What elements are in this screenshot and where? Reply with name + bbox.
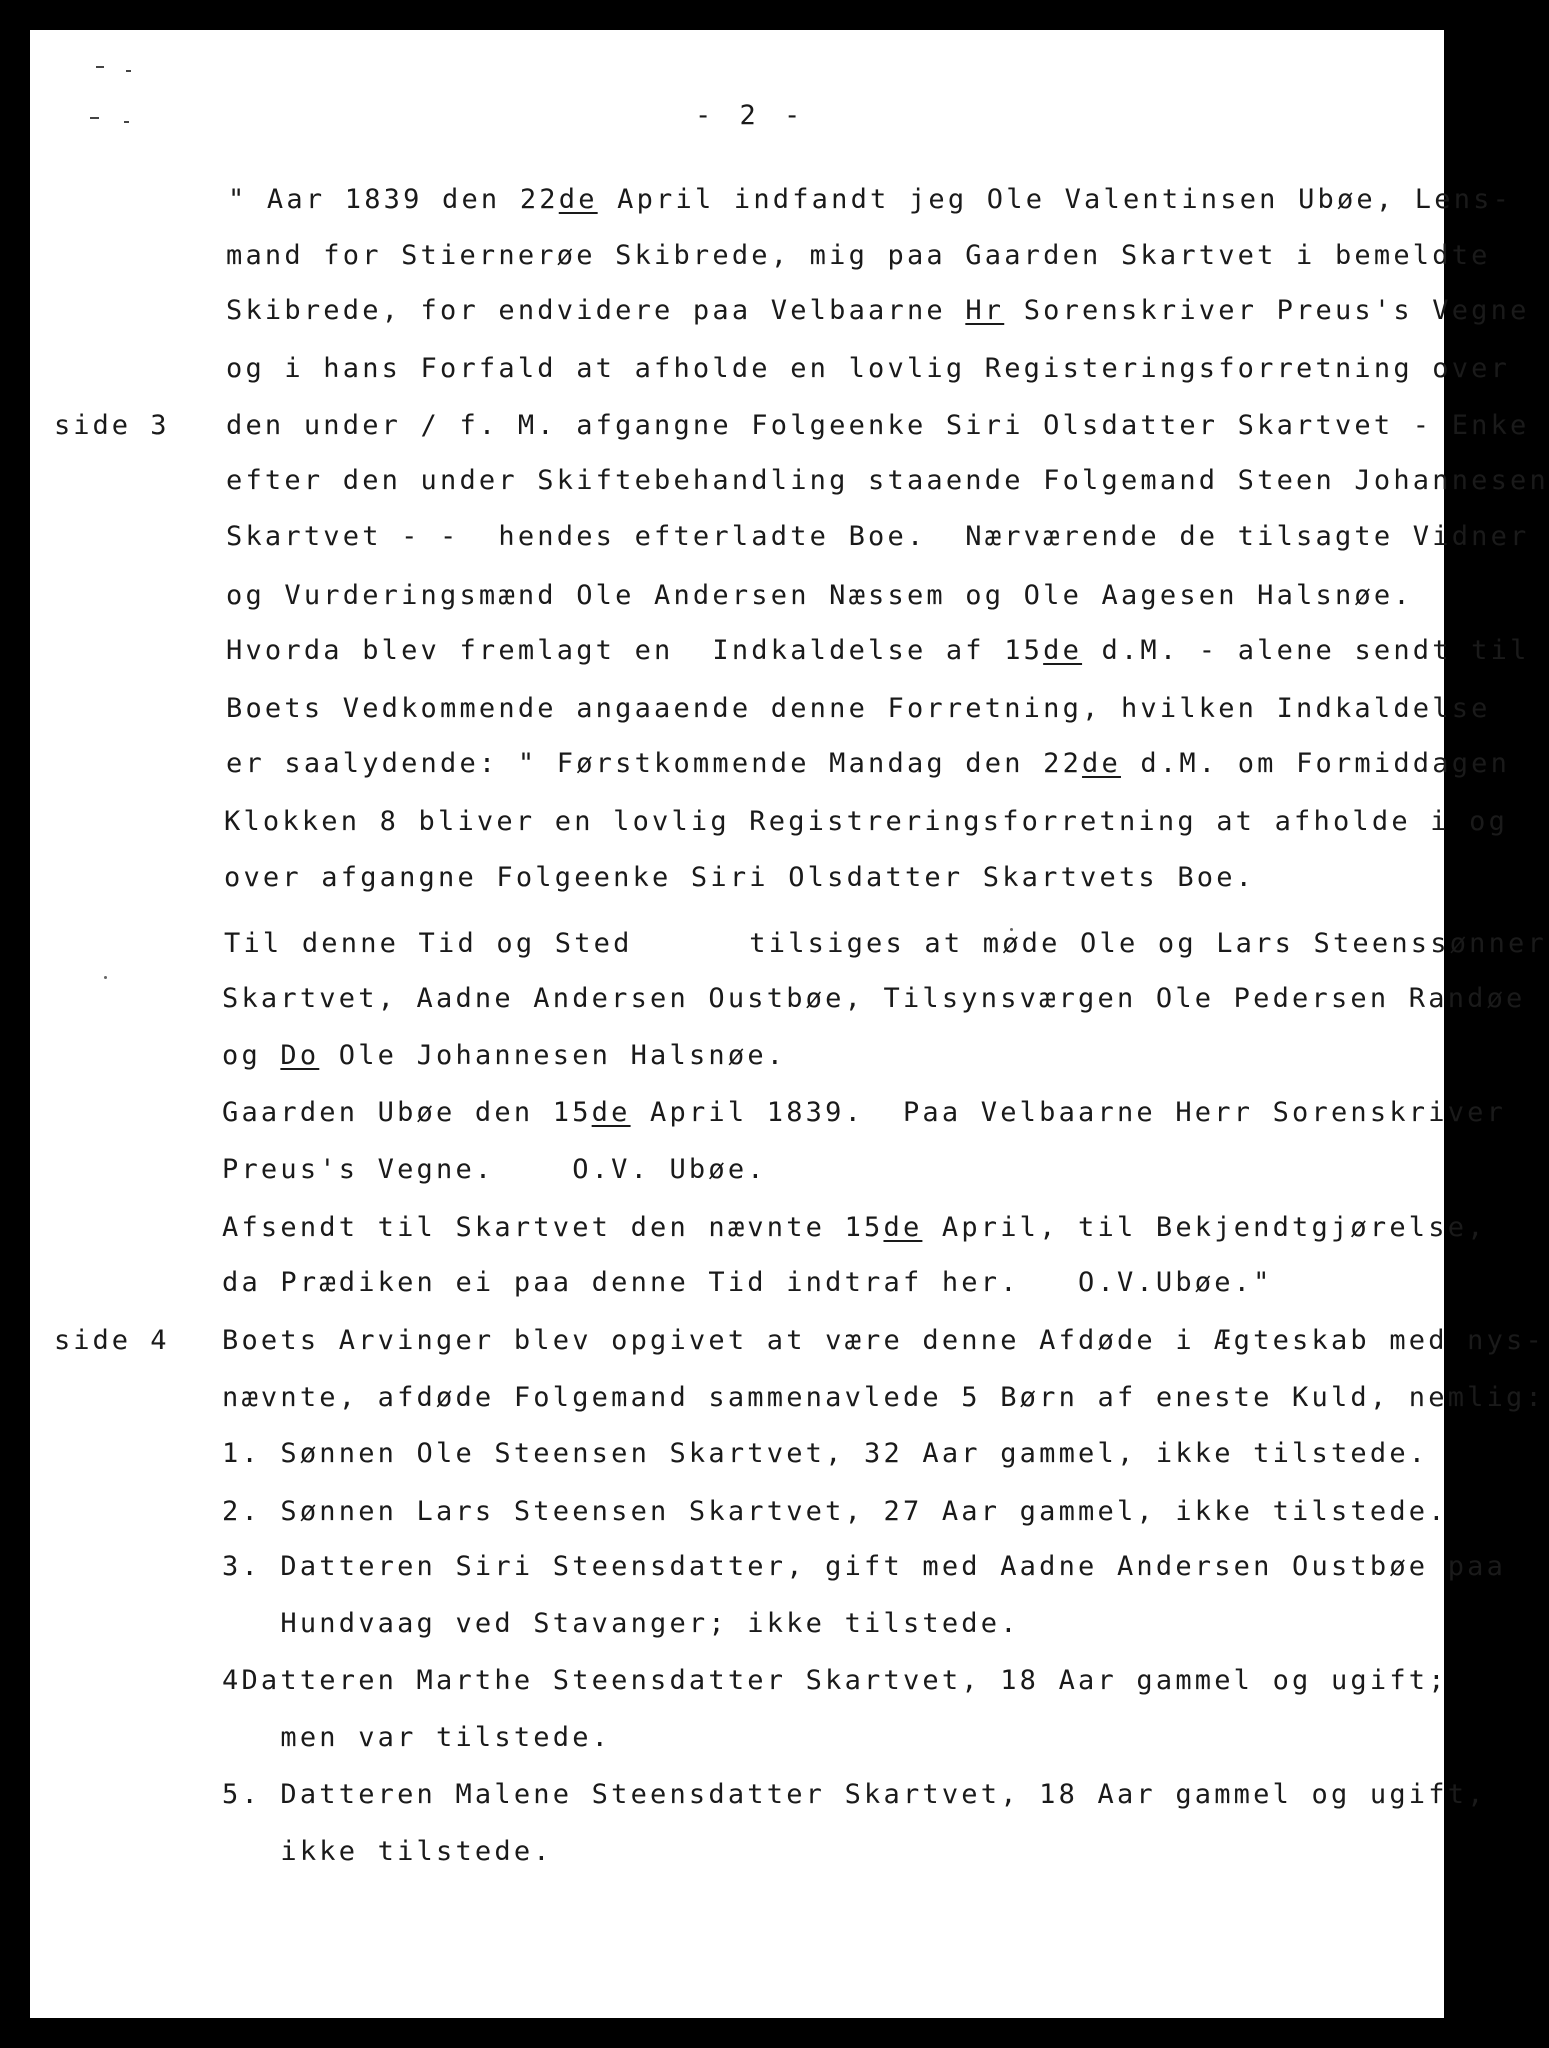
text-segment: er saalydende: " Førstkommende Mandag den 22: [226, 748, 1083, 779]
text-line-7: Skartvet - - hendes efterladte Boe. Nærværende de tilsagte Vidner: [226, 521, 1530, 552]
text-segment: d.M. om Formiddagen: [1120, 748, 1511, 779]
scan-speck: [96, 66, 104, 68]
text-line-6: efter den under Skiftebehandling staaende Folgemand Steen Johannesen: [226, 465, 1549, 496]
text-segment: Skibrede, for endvidere paa Velbaarne: [226, 295, 966, 326]
underlined-abbreviation: Do: [280, 1040, 320, 1071]
text-line-22: nævnte, afdøde Folgemand sammenavlede 5 Børn af eneste Kuld, nemlig:: [222, 1382, 1545, 1413]
text-segment: " Aar 1839 den 22: [228, 184, 559, 215]
text-line-2: mand for Stiernerøe Skibrede, mig paa Gaarden Skartvet i bemeldte: [226, 240, 1491, 271]
list-item-3-continued: Hundvaag ved Stavanger; ikke tilstede.: [222, 1608, 1020, 1639]
margin-note-side-4: side 4: [54, 1325, 170, 1356]
underlined-ordinal: de: [558, 184, 598, 215]
text-segment: Afsendt til Skartvet den nævnte 15: [222, 1212, 884, 1243]
text-line-16: [222, 1042, 786, 1069]
underlined-abbreviation: Hr: [965, 295, 1005, 326]
text-segment: April indfandt jeg Ole Valentinsen Ubøe, Lens-: [597, 184, 1513, 215]
list-item-4-continued: men var tilstede.: [222, 1722, 612, 1753]
list-item-3: 3. Datteren Siri Steensdatter, gift med Aadne Andersen Oustbøe paa: [222, 1551, 1507, 1582]
underlined-ordinal: de: [591, 1097, 631, 1128]
underlined-ordinal: de: [1043, 635, 1083, 666]
underlined-ordinal: de: [883, 1212, 923, 1243]
list-item-5: 5. Datteren Malene Steensdatter Skartvet, 18 Aar gammel og ugift,: [222, 1779, 1487, 1810]
text-line-9: [226, 637, 1530, 664]
text-segment: April 1839. Paa Velbaarne Herr Sorenskriver: [630, 1097, 1507, 1128]
text-segment: og: [222, 1040, 281, 1071]
scan-speck: [124, 121, 129, 123]
text-segment: d.M. - alene sendt til: [1082, 635, 1530, 666]
scan-speck: [90, 117, 99, 119]
text-line-21: Boets Arvinger blev opgivet at være denne Afdøde i Ægteskab med nys-: [222, 1325, 1545, 1356]
text-line-5: den under / f. M. afgangne Folgeenke Siri Olsdatter Skartvet - Enke: [226, 410, 1530, 441]
text-segment: April, til Bekjendtgjørelse,: [922, 1212, 1487, 1243]
text-line-1: [228, 186, 1512, 213]
list-item-2: 2. Sønnen Lars Steensen Skartvet, 27 Aar gammel, ikke tilstede.: [222, 1496, 1448, 1527]
text-line-11: [226, 750, 1510, 777]
text-line-3: [226, 297, 1530, 324]
text-segment: Ole Johannesen Halsnøe.: [319, 1040, 787, 1071]
text-segment: Hvorda blev fremlagt en Indkaldelse af 15: [226, 635, 1044, 666]
text-segment: Sorenskriver Preus's Vegne: [1004, 295, 1530, 326]
text-line-8: og Vurderingsmænd Ole Andersen Næssem og Ole Aagesen Halsnøe.: [226, 580, 1413, 611]
scan-speck: [126, 70, 131, 72]
document-page: [30, 30, 1549, 2018]
margin-note-side-3: side 3: [54, 410, 170, 441]
list-item-4: 4Datteren Marthe Steensdatter Skartvet, 18 Aar gammel og ugift;: [222, 1665, 1448, 1696]
text-line-15: Skartvet, Aadne Andersen Oustbøe, Tilsynsværgen Ole Pedersen Randøe: [222, 983, 1526, 1014]
text-line-13: over afgangne Folgeenke Siri Olsdatter Skartvets Boe.: [224, 862, 1256, 893]
text-line-20: da Prædiken ei paa denne Tid indtraf her. O.V.Ubøe.": [222, 1267, 1273, 1298]
text-line-18: Preus's Vegne. O.V. Ubøe.: [222, 1154, 767, 1185]
text-segment: Gaarden Ubøe den 15: [222, 1097, 592, 1128]
text-line-17: [222, 1099, 1506, 1126]
text-line-19: [222, 1214, 1487, 1241]
text-line-10: Boets Vedkommende angaaende denne Forretning, hvilken Indkaldelse: [226, 693, 1491, 724]
text-line-4: og i hans Forfald at afholde en lovlig Registeringsforretning over: [226, 353, 1511, 384]
text-line-14: Til denne Tid og Sted tilsiges at møde Ole og Lars Steenssønner: [224, 928, 1547, 959]
text-line-12: Klokken 8 bliver en lovlig Registreringsforretning at afholde i og: [224, 806, 1509, 837]
page-number: - 2 -: [695, 100, 807, 131]
list-item-5-continued: ikke tilstede.: [222, 1836, 553, 1867]
scan-speck: [104, 976, 107, 979]
underlined-ordinal: de: [1082, 748, 1121, 779]
list-item-1: 1. Sønnen Ole Steensen Skartvet, 32 Aar gammel, ikke tilstede.: [222, 1438, 1429, 1469]
